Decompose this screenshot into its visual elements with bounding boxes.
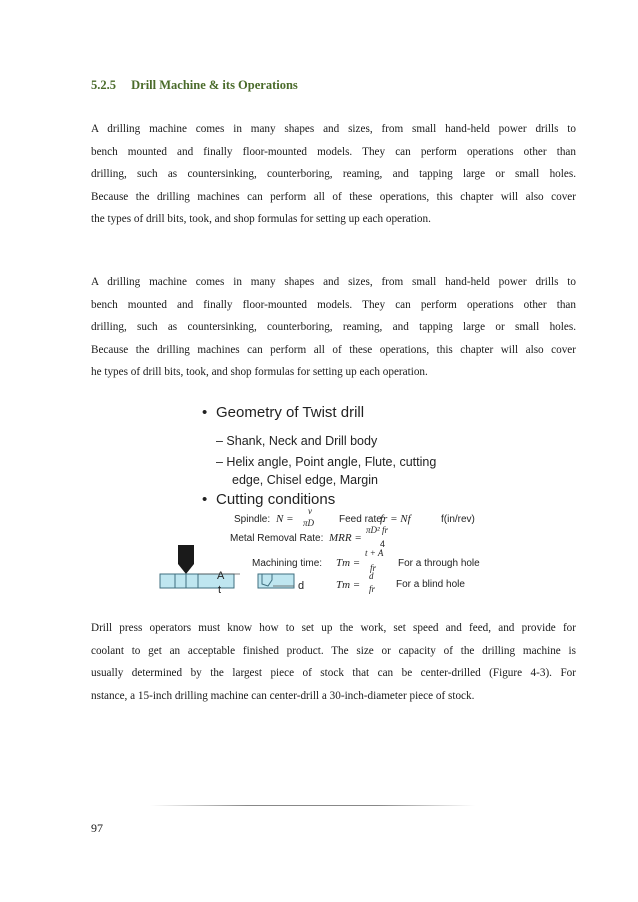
through-lhs: Tm =	[336, 557, 361, 569]
spindle-lhs: N =	[276, 513, 294, 525]
sub-bullet-angles: – Helix angle, Point angle, Flute, cutting	[216, 455, 437, 469]
spindle-label: Spindle:	[234, 514, 271, 525]
paragraph-line: drilling, such as countersinking, counterboring, reaming, and tapping large or small holes.	[91, 321, 576, 334]
bullet-text: Cutting conditions	[216, 491, 336, 508]
paragraph-line: usually determined by the largest piece of stock that can be center-drilled (Figure 4-3). For	[91, 667, 576, 680]
twist-drill-figure	[140, 400, 510, 596]
paragraph-line: bench mounted and finally floor-mounted models. They can perform operations other than	[91, 145, 576, 158]
paragraph-1	[91, 118, 576, 231]
mrr-lhs: MRR =	[329, 532, 362, 544]
label-t: t	[218, 584, 222, 596]
section-number: 5.2.5	[91, 78, 116, 92]
section-title: Drill Machine & its Operations	[131, 78, 298, 92]
section-heading	[91, 78, 298, 93]
footer-divider	[150, 805, 475, 806]
paragraph-3	[91, 617, 576, 707]
through-numerator: t + A	[365, 548, 384, 558]
spindle-denominator: πD	[303, 518, 315, 528]
paragraph-2	[91, 271, 576, 384]
bullet-geometry: • Geometry of Twist drill	[202, 404, 365, 421]
paragraph-line: coolant to get an acceptable finished product. The size or capacity of the drilling machine is	[91, 644, 576, 657]
blind-lhs: Tm =	[336, 579, 361, 591]
page-number: 97	[91, 821, 103, 835]
mrr-label: Metal Removal Rate:	[230, 533, 324, 544]
paragraph-line: bench mounted and finally floor-mounted models. They can perform operations other than	[91, 298, 576, 311]
paragraph-line: the types of drill bits, took, and shop formulas for setting up each operation.	[91, 213, 431, 226]
feed-formula: fr = Nf	[380, 513, 411, 525]
spindle-numerator: v	[308, 506, 312, 516]
paragraph-line: Drill press operators must know how to set up the work, set speed and feed, and provide for	[91, 622, 576, 634]
paragraph-line: A drilling machine comes in many shapes and sizes, from small hand-held power drills to	[91, 276, 576, 288]
sub-bullet-angles-cont: edge, Chisel edge, Margin	[232, 473, 378, 487]
through-hole-label: For a through hole	[398, 558, 480, 569]
blind-numerator: d	[369, 571, 374, 581]
sub-bullet-shank: – Shank, Neck and Drill body	[216, 434, 378, 448]
blind-denominator: fr	[369, 584, 376, 594]
machining-time-label: Machining time:	[252, 558, 323, 569]
drill-bit-icon	[178, 545, 194, 574]
bullet-cutting-conditions: • Cutting conditions	[202, 491, 336, 508]
blind-hole-label: For a blind hole	[396, 579, 465, 590]
through-denominator: fr	[370, 563, 377, 573]
mrr-denominator: 4	[380, 539, 386, 549]
feed-unit: f(in/rev)	[441, 514, 475, 525]
mrr-numerator: πD² fr	[366, 525, 388, 535]
drill-workpiece-diagram	[140, 540, 340, 590]
paragraph-line: nstance, a 15-inch drilling machine can center-drill a 30-inch-diameter piece of stock.	[91, 689, 475, 702]
paragraph-line: Because the drilling machines can perform all of these operations, this chapter will also cover	[91, 190, 576, 203]
label-a: A	[217, 570, 225, 582]
paragraph-line: A drilling machine comes in many shapes and sizes, from small hand-held power drills to	[91, 123, 576, 135]
paragraph-line: Because the drilling machines can perform all of these operations, this chapter will also cover	[91, 343, 576, 356]
label-d: d	[298, 580, 305, 592]
paragraph-line: he types of drill bits, took, and shop formulas for setting up each operation.	[91, 366, 428, 379]
bullet-text: Geometry of Twist drill	[216, 404, 365, 421]
paragraph-line: drilling, such as countersinking, counterboring, reaming, and tapping large or small holes.	[91, 168, 576, 181]
feed-label: Feed rate:	[339, 514, 385, 525]
